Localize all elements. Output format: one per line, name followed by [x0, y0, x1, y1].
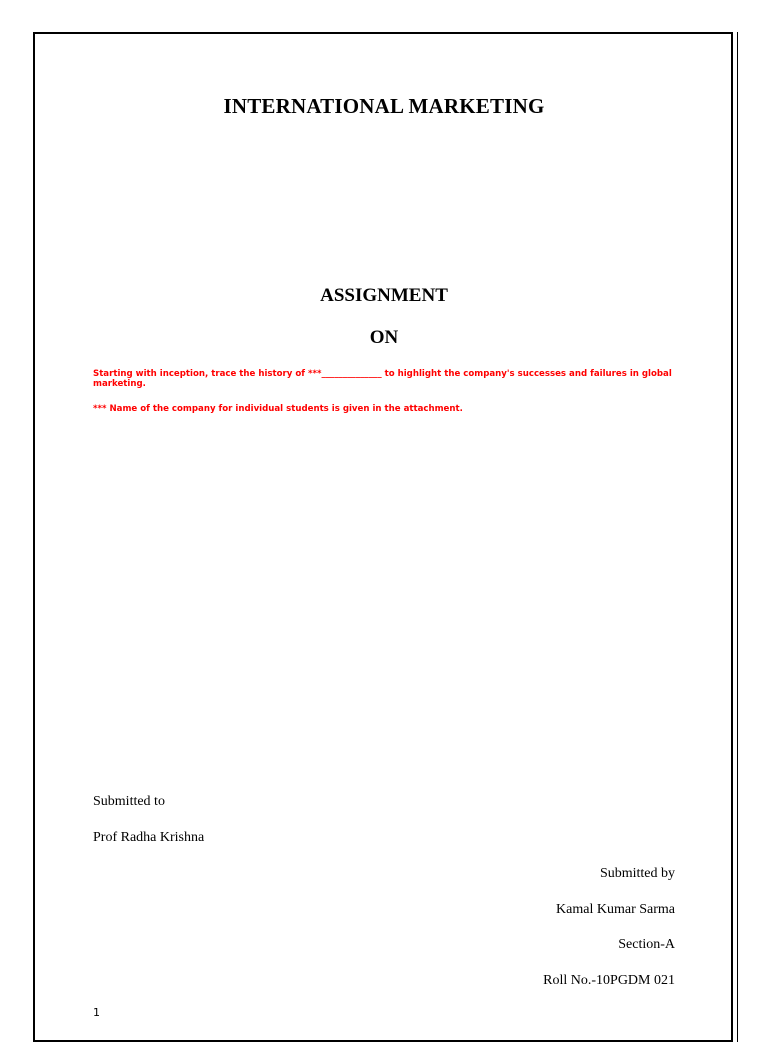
document-title: INTERNATIONAL MARKETING: [223, 94, 545, 118]
student-name: Kamal Kumar Sarma: [556, 902, 675, 917]
page-border: [33, 32, 733, 1042]
roll-number: Roll No.-10PGDM 021: [543, 973, 675, 988]
section-label: Section-A: [618, 937, 675, 952]
page-number: 1: [93, 1006, 100, 1019]
assignment-heading: ASSIGNMENT: [320, 285, 448, 306]
page-border-right-line: [737, 32, 738, 1042]
submitted-by-label: Submitted by: [599, 866, 675, 881]
assignment-topic: Starting with inception, trace the history of ***______________ to highlight the company's successes and failures in global marketing.: [93, 369, 672, 389]
on-heading: ON: [369, 327, 399, 348]
assignment-topic-note: *** Name of the company for individual students is given in the attachment.: [93, 404, 463, 414]
professor-name: Prof Radha Krishna: [93, 830, 205, 845]
submitted-to-label: Submitted to: [93, 794, 165, 809]
